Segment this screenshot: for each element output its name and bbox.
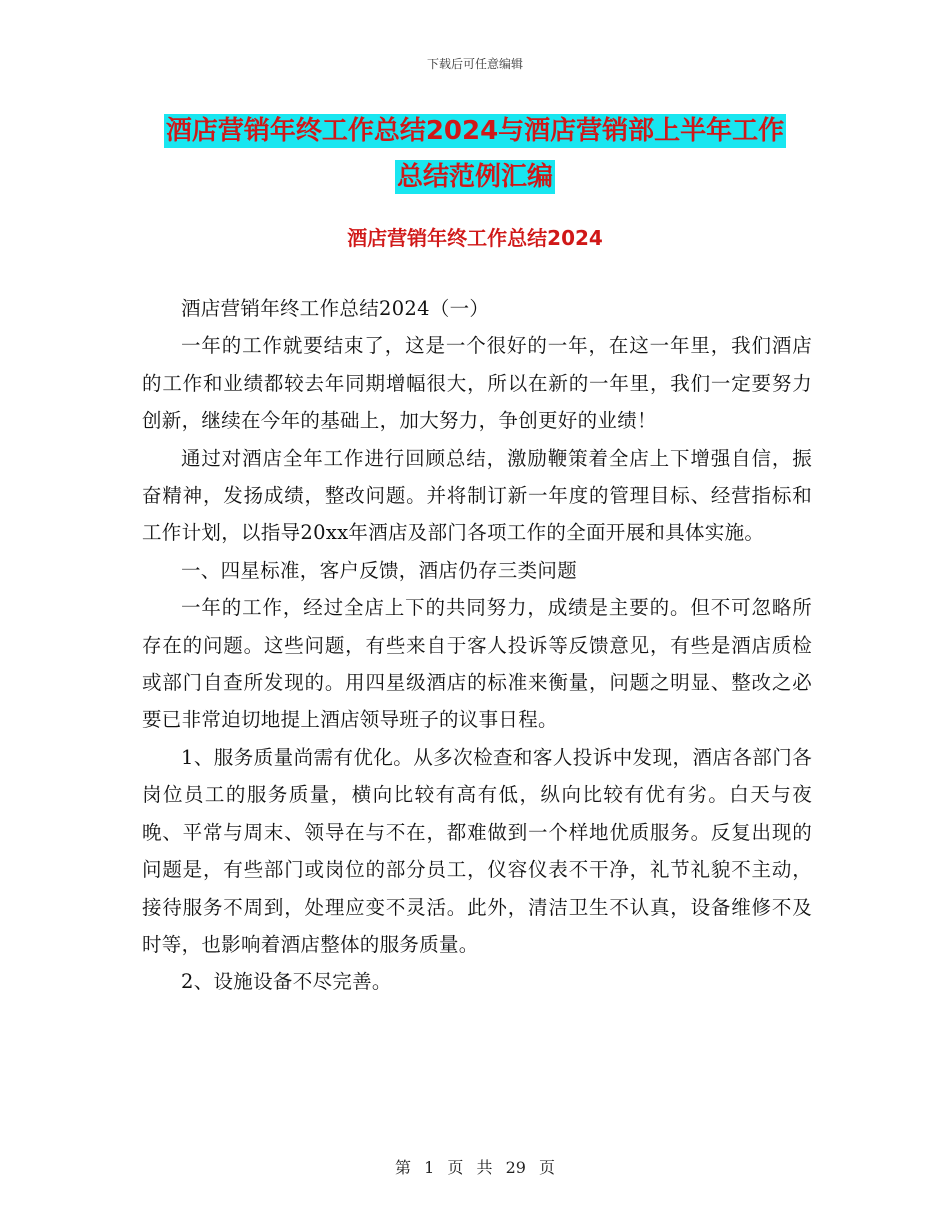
page-footer — [0, 1155, 950, 1178]
paragraph: 1、服务质量尚需有优化。从多次检查和客人投诉中发现，酒店各部门各岗位员工的服务质量，横向比较有高有低，纵向比较有优有劣。白天与夜晚、平常与周末、领导在与不在，都难做到一个样地优质服务。反复出现的问题是，有些部门或岗位的部分员工，仪容仪表不干净，礼节礼貌不主动，接待服务不周到，处理应变不灵活。此外，清洁卫生不认真，设备维修不及时等，也影响着酒店整体的服务质量。 — [142, 745, 812, 956]
paragraph: 酒店营销年终工作总结2024（一） — [181, 297, 490, 320]
page-number: 1 — [424, 1158, 435, 1177]
title-line-1: 酒店营销年终工作总结2024与酒店营销部上半年工作 — [165, 116, 785, 146]
page-header: 下载后可任意编辑 — [426, 57, 523, 71]
footer-prefix: 第 — [394, 1158, 411, 1177]
paragraph: 一年的工作，经过全店上下的共同努力，成绩是主要的。但不可忽略所存在的问题。这些问题，有些来自于客人投诉等反馈意见，有些是酒店质检或部门自查所发现的。用四星级酒店的标准来衡量，问题之明显、整改之必要已非常迫切地提上酒店领导班子的议事日程。 — [142, 596, 812, 732]
total-pages: 29 — [505, 1158, 526, 1177]
paragraph: 一年的工作就要结束了，这是一个很好的一年，在这一年里，我们酒店的工作和业绩都较去年同期增幅很大，所以在新的一年里，我们一定要努力创新，继续在今年的基础上，加大努力，争创更好的业绩！ — [142, 334, 812, 433]
document-body — [142, 290, 812, 1001]
page-unit: 页 — [447, 1158, 464, 1177]
section-title: 酒店营销年终工作总结2024 — [347, 226, 603, 250]
paragraph: 通过对酒店全年工作进行回顾总结，激励鞭策着全店上下增强自信，振奋精神，发扬成绩，整改问题。并将制订新一年度的管理目标、经营指标和工作计划，以指导20xx年酒店及部门各项工作的全面开展和具体实施。 — [142, 446, 812, 545]
total-prefix: 共 — [476, 1158, 493, 1177]
total-unit: 页 — [539, 1158, 556, 1177]
title-line-2: 总结范例汇编 — [396, 162, 553, 192]
paragraph: 一、四星标准，客户反馈，酒店仍存三类问题 — [181, 558, 578, 582]
paragraph: 2、设施设备不尽完善。 — [181, 970, 392, 994]
document-title — [0, 108, 950, 200]
